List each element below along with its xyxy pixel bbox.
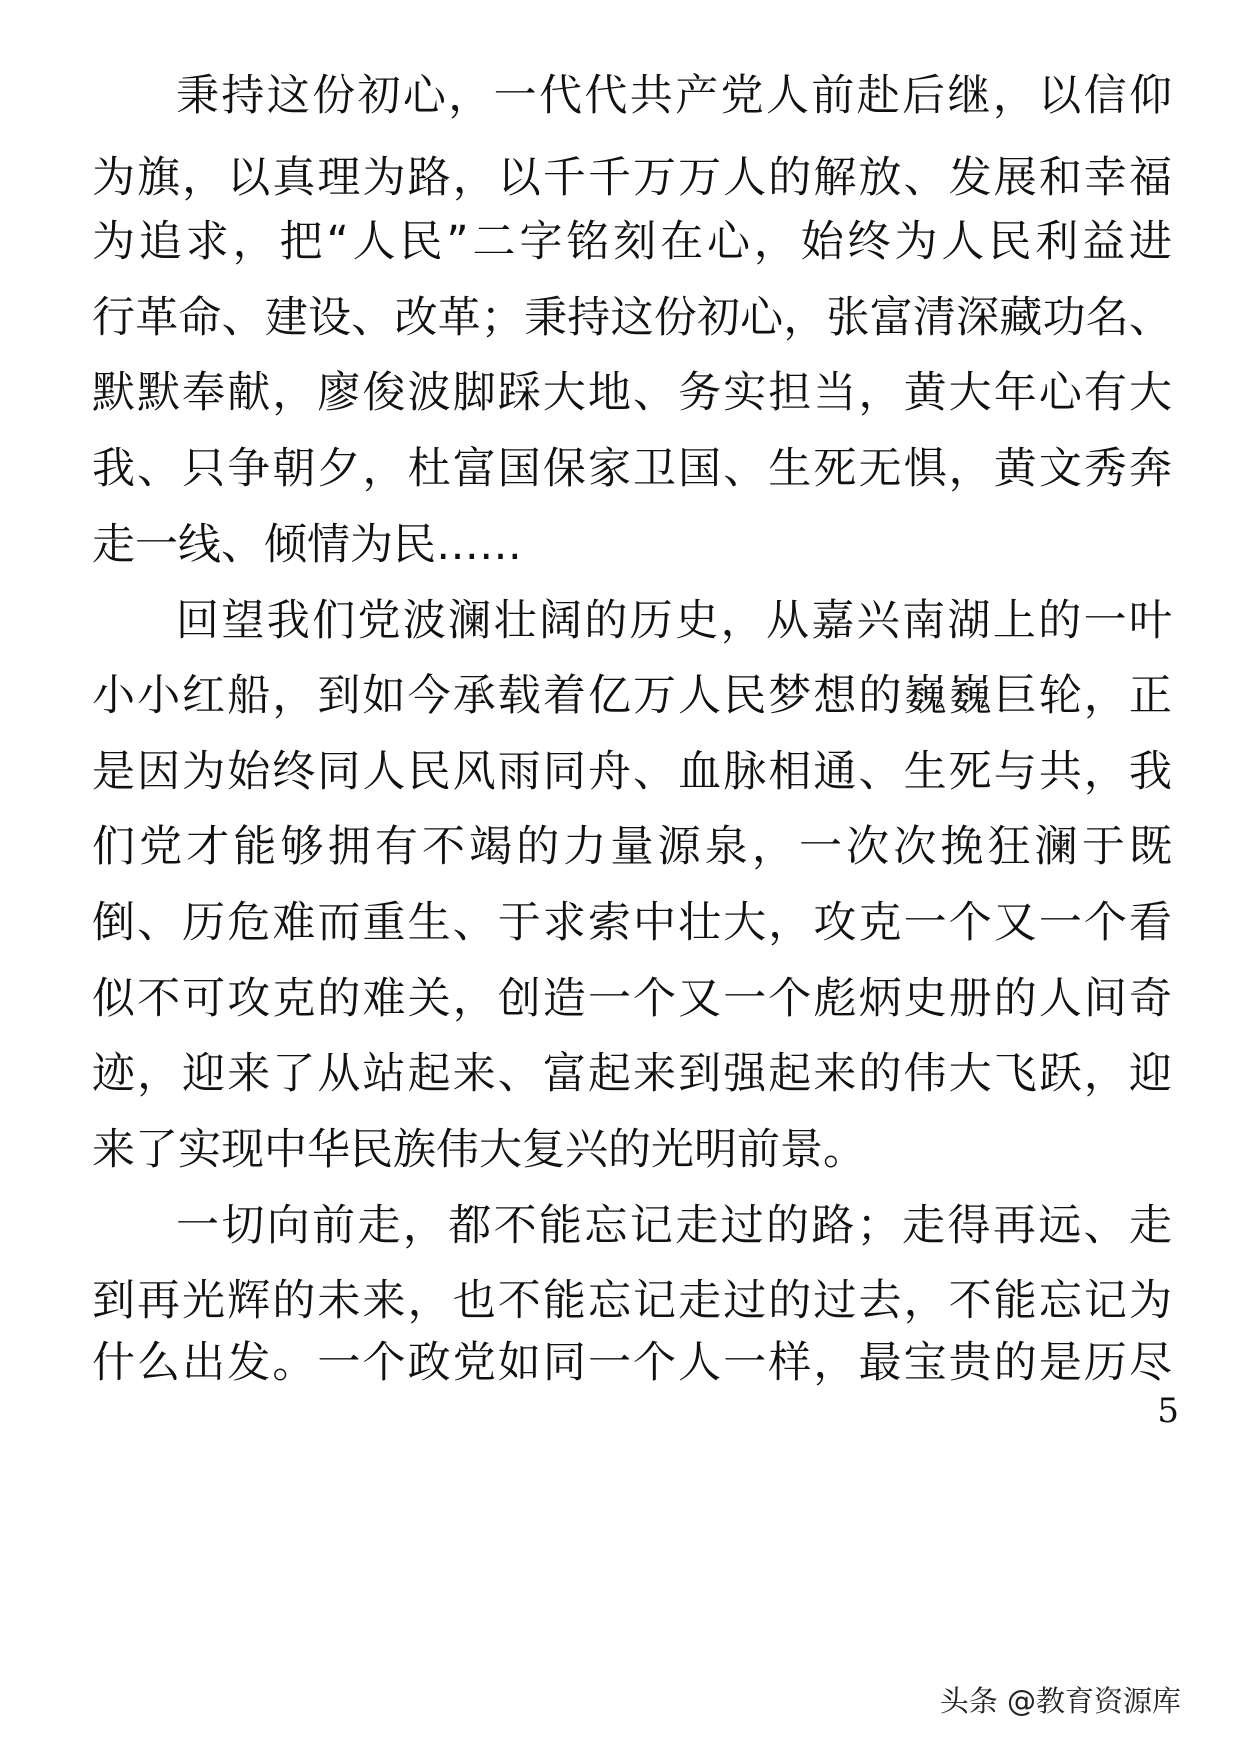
text-line: 秉持这份初心，一代代共产党人前赴后继，以信仰 [176,71,1172,121]
page-number: 5 [1157,1391,1179,1431]
text-line: 似不可攻克的难关，创造一个又一个彪炳史册的人间奇 [92,974,1172,1024]
text-line: 小小红船，到如今承载着亿万人民梦想的巍巍巨轮，正 [92,671,1172,721]
text-line: 什么出发。一个政党如同一个人一样，最宝贵的是历尽 [92,1338,1172,1388]
text-line: 走一线、倾情为民…… [92,520,522,570]
text-line: 默默奉献，廖俊波脚踩大地、务实担当，黄大年心有大 [92,368,1172,418]
text-line: 们党才能够拥有不竭的力量源泉，一次次挽狂澜于既 [92,822,1172,872]
text-line: 为旗，以真理为路，以千千万万人的解放、发展和幸福 [92,153,1172,203]
text-line: 我、只争朝夕，杜富国保家卫国、生死无惧，黄文秀奔 [92,444,1172,494]
text-line: 是因为始终同人民风雨同舟、血脉相通、生死与共，我 [92,747,1172,797]
text-line: 来了实现中华民族伟大复兴的光明前景。 [92,1125,866,1175]
text-line: 迹，迎来了从站起来、富起来到强起来的伟大飞跃，迎 [92,1049,1172,1099]
text-line: 一切向前走，都不能忘记走过的路；走得再远、走 [176,1201,1172,1251]
text-line: 回望我们党波澜壮阔的历史，从嘉兴南湖上的一叶 [176,596,1172,646]
text-line: 行革命、建设、改革；秉持这份初心，张富清深藏功名、 [92,293,1172,343]
text-line: 到再光辉的未来，也不能忘记走过的过去，不能忘记为 [92,1276,1172,1326]
text-line: 为追求，把“人民”二字铭刻在心，始终为人民利益进 [92,217,1172,267]
watermark: 头条 @教育资源库 [939,1684,1181,1718]
text-line: 倒、历危难而重生、于求索中壮大，攻克一个又一个看 [92,898,1172,948]
